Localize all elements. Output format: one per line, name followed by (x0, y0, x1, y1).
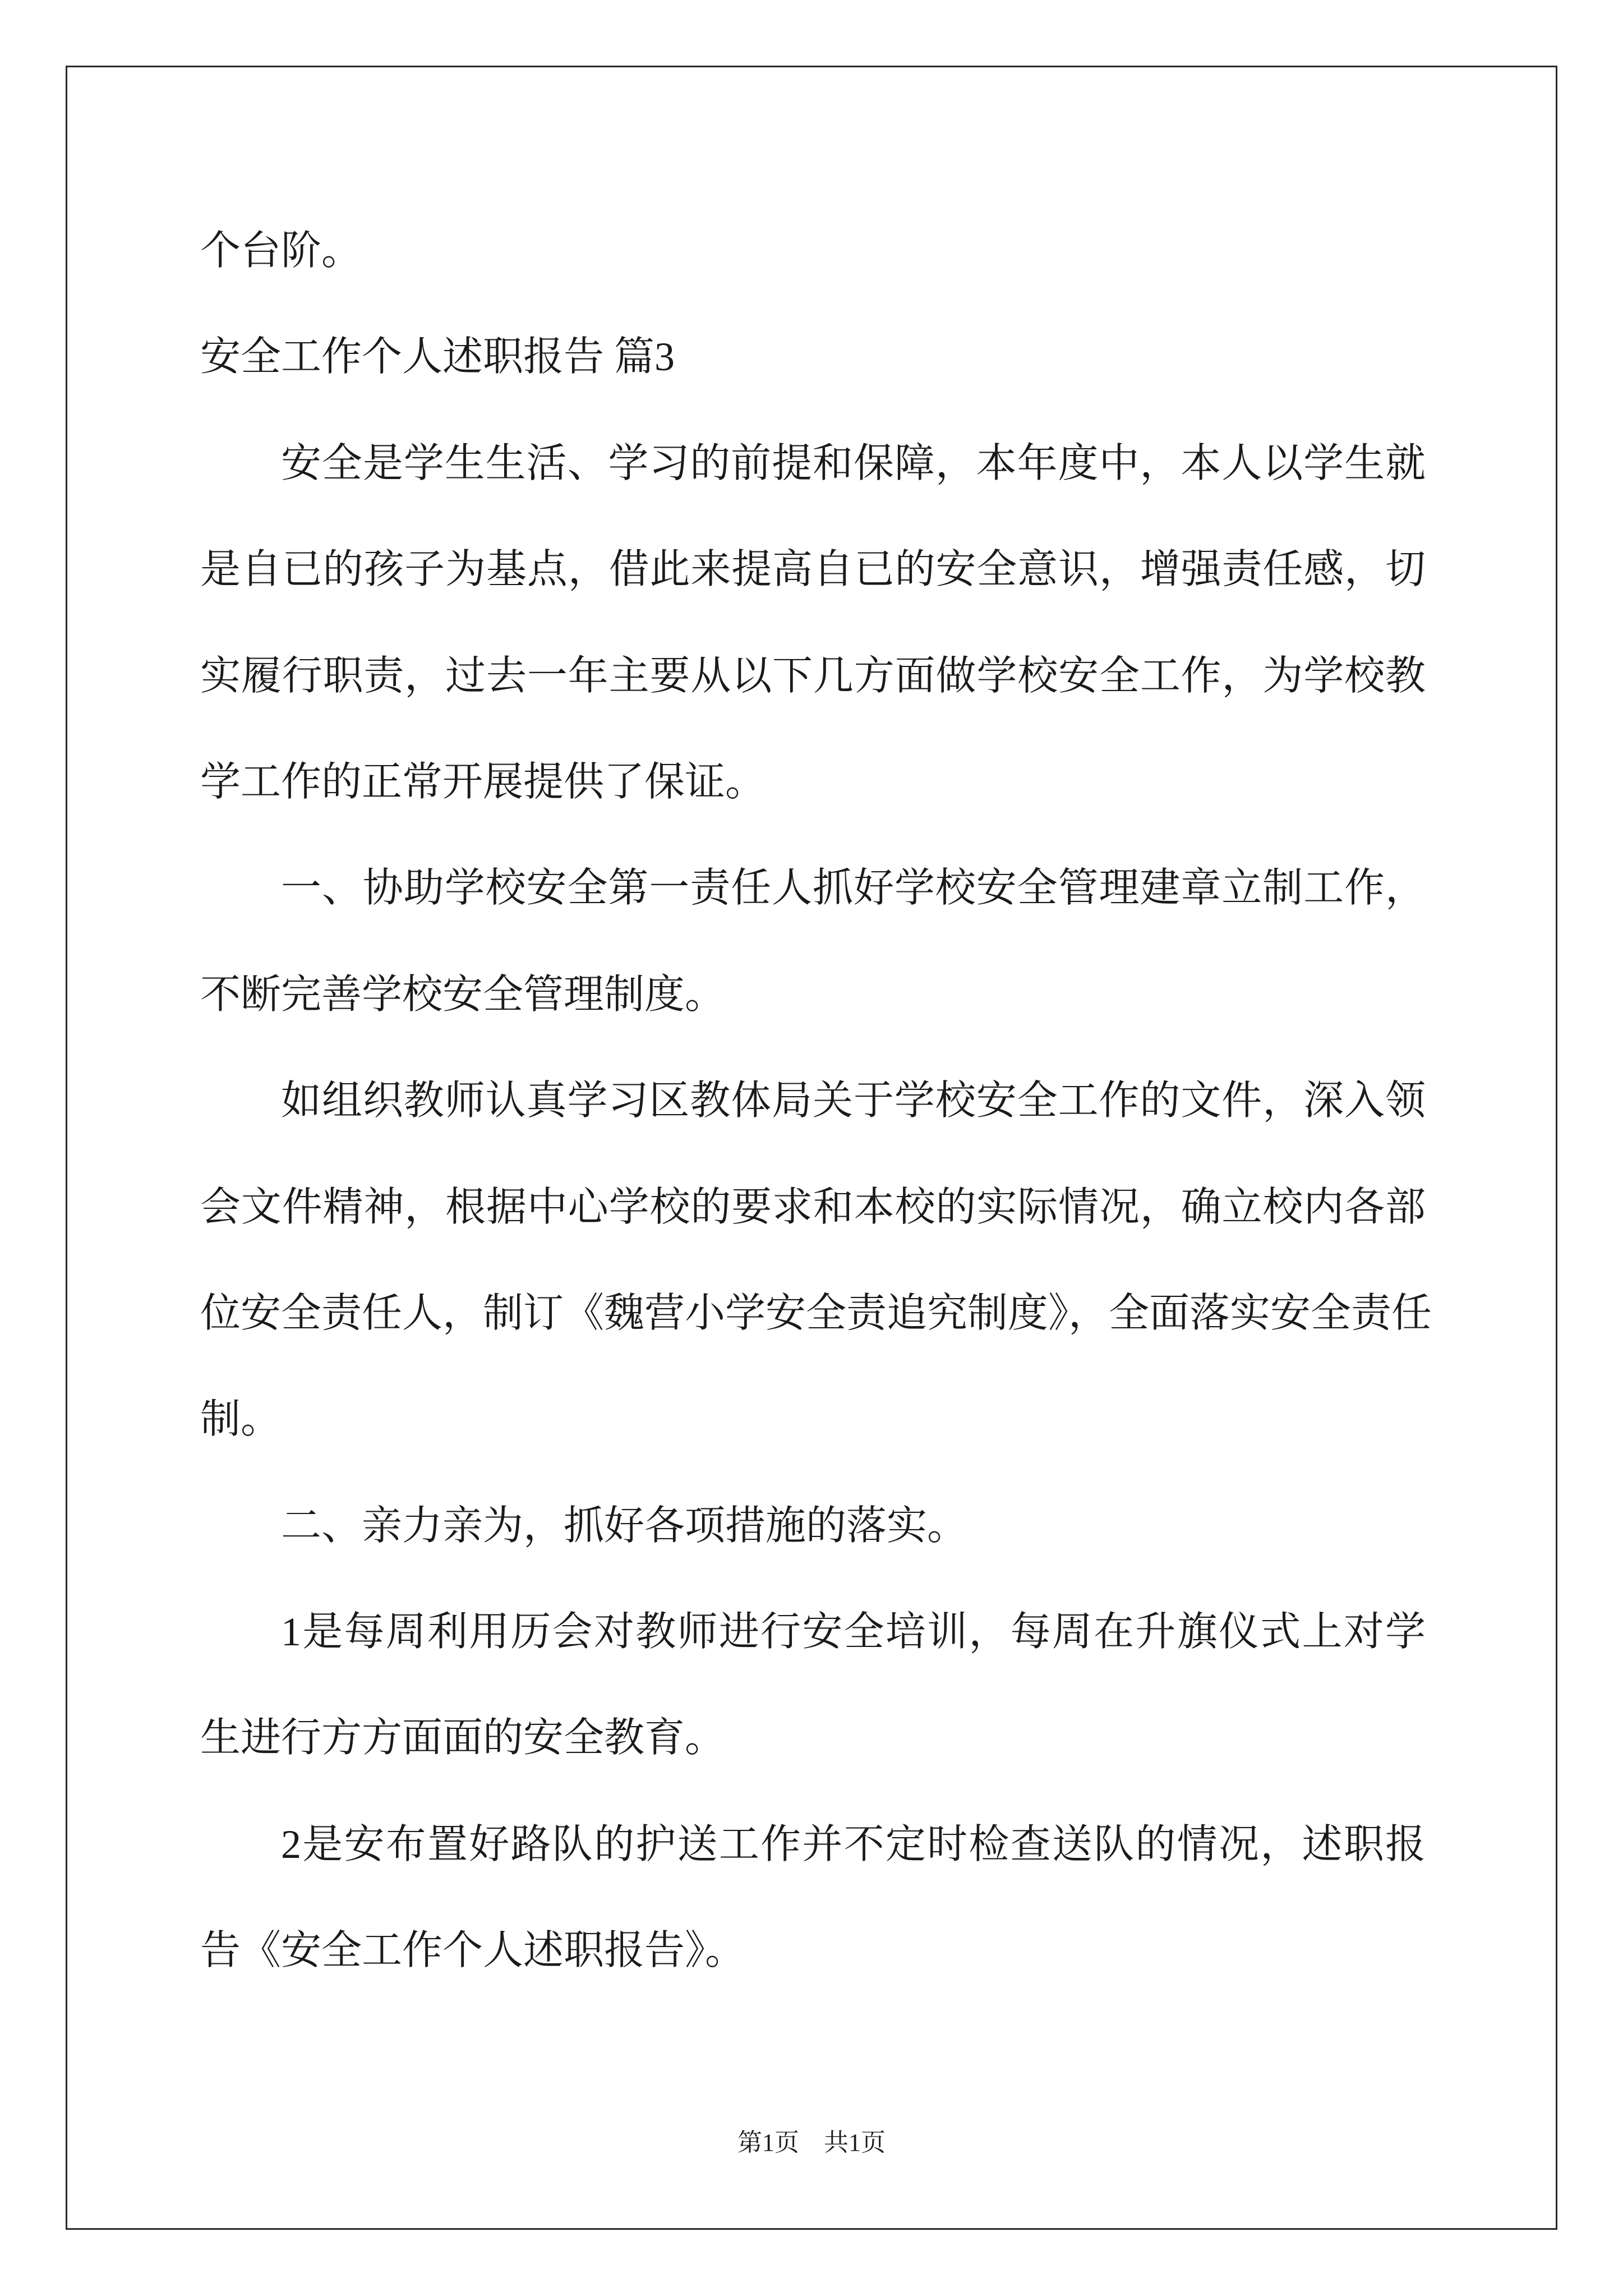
body-line: 学工作的正常开展提供了保证。 (200, 759, 766, 804)
page-footer: 第1页 共1页 (737, 2129, 886, 2156)
body-line: 实履行职责，过去一年主要从以下几方面做学校安全工作，为学校教 (200, 653, 1426, 698)
paragraph (200, 1579, 1426, 1792)
paragraph (200, 1792, 1426, 2004)
paragraph (200, 835, 1426, 1048)
body-line: 一、协助学校安全第一责任人抓好学校安全管理建章立制工作， (281, 866, 1426, 911)
paragraph (200, 411, 1426, 836)
continuation-line: 个台阶。 (200, 228, 362, 273)
body-line: 不断完善学校安全管理制度。 (200, 972, 726, 1017)
body-line: 位安全责任人，制订《魏营小学安全责追究制度》，全面落实安全责任 (200, 1290, 1432, 1336)
body-line: 会文件精神，根据中心学校的要求和本校的实际情况，确立校内各部 (200, 1184, 1426, 1230)
body-line: 生进行方方面面的安全教育。 (200, 1715, 726, 1761)
body-line: 如组织教师认真学习区教体局关于学校安全工作的文件，深入领 (281, 1078, 1426, 1124)
document-body (200, 198, 1432, 2004)
body-line: 制。 (200, 1397, 282, 1442)
body-line: 二、亲力亲为，抓好各项措施的落实。 (281, 1503, 968, 1548)
body-line: 告《安全工作个人述职报告》。 (200, 1928, 746, 1973)
body-line: 安全是学生生活、学习的前提和保障，本年度中，本人以学生就 (281, 440, 1426, 486)
body-line: 是自已的孩子为基点，借此来提高自已的安全意识，增强责任感，切 (200, 547, 1426, 592)
paragraph (200, 1048, 1432, 1473)
paragraph (200, 1473, 1426, 1579)
body-line: 2是安布置好路队的护送工作并不定时检查送队的情况，述职报 (281, 1821, 1426, 1867)
body-line: 1是每周利用历会对教师进行安全培训，每周在升旗仪式上对学 (281, 1609, 1426, 1655)
section-title: 安全工作个人述职报告 篇3 (200, 334, 675, 380)
